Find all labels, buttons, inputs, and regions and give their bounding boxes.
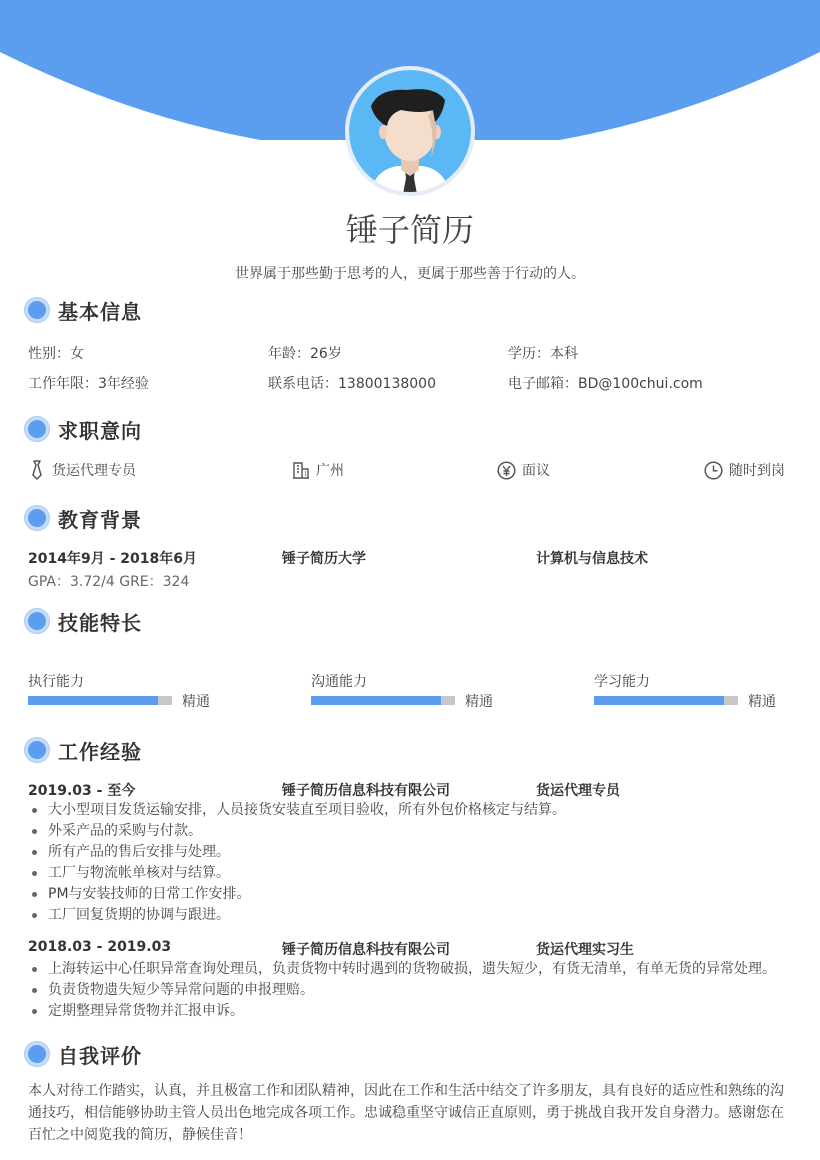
section-dot-icon <box>25 298 49 322</box>
list-item: 大小型项目发货运输安排，人员接货安装直至项目验收，所有外包价格核定与结算。 <box>28 800 798 821</box>
section-job-intent <box>25 415 142 443</box>
email: 电子邮箱：BD@100chui.com <box>508 376 703 392</box>
skill-level: 精通 <box>748 694 776 710</box>
section-title-label: 基本信息 <box>58 299 142 324</box>
job-company: 锤子简历信息科技有限公司 <box>282 783 450 799</box>
intent-position <box>28 460 136 480</box>
motto: 世界属于那些勤于思考的人，更属于那些善于行动的人。 <box>235 266 585 282</box>
skill-level: 精通 <box>465 694 493 710</box>
section-title-label: 求职意向 <box>58 418 142 443</box>
skill-level: 精通 <box>182 694 210 710</box>
section-work-experience <box>25 736 142 764</box>
skill-bar-fill <box>594 696 724 705</box>
section-dot-icon <box>25 609 49 633</box>
self-evaluation-text: 本人对待工作踏实，认真，并且极富工作和团队精神，因此在工作和生活中结交了许多朋友，具有良好的适应性和熟练的沟通技巧，相信能够协助主管人员出色地完成各项工作。忠诚稳重坚守诚信正直原则，勇于挑战自我开发自身潜力。感谢您在百忙之中阅览我的简历，静候佳音！ <box>28 1083 784 1143</box>
section-skills <box>25 607 142 635</box>
skill-name: 执行能力 <box>28 674 84 690</box>
list-item: 定期整理异常货物并汇报申诉。 <box>28 1001 798 1022</box>
intent-arrival-text: 随时到岗 <box>729 463 785 479</box>
page-title: 锤子简历 <box>345 211 474 249</box>
section-basic-info <box>25 296 142 324</box>
list-item: 负责货物遗失短少等异常问题的申报理赔。 <box>28 980 798 1001</box>
section-dot-icon <box>25 506 49 530</box>
section-dot-icon <box>25 1042 49 1066</box>
section-education <box>25 504 142 532</box>
intent-salary <box>497 460 550 480</box>
skill-name: 学习能力 <box>594 674 650 690</box>
list-item: 外采产品的采购与付款。 <box>28 821 798 842</box>
tie-icon <box>28 460 46 480</box>
intent-city <box>292 460 344 480</box>
education-period: 2014年9月 - 2018年6月 <box>28 551 197 567</box>
section-title-label: 自我评价 <box>58 1043 142 1068</box>
gender: 性别：女 <box>28 346 84 362</box>
phone: 联系电话：13800138000 <box>268 376 436 392</box>
section-title-label: 教育背景 <box>58 507 142 532</box>
intent-salary-text: 面议 <box>522 463 550 479</box>
education-school: 锤子简历大学 <box>282 551 366 567</box>
list-item: 工厂与物流帐单核对与结算。 <box>28 863 798 884</box>
job-period: 2019.03 - 至今 <box>28 783 136 799</box>
list-item: PM与安装技师的日常工作安排。 <box>28 884 798 905</box>
job-title: 货运代理专员 <box>536 783 620 799</box>
degree: 学历：本科 <box>508 346 578 362</box>
skill-bar <box>28 696 172 705</box>
building-icon <box>292 461 310 479</box>
job-intent-row <box>28 460 792 482</box>
section-self-evaluation <box>25 1040 142 1068</box>
skill-bar <box>311 696 455 705</box>
skill-item <box>28 671 238 710</box>
education-scores: GPA：3.72/4 GRE：324 <box>28 574 190 590</box>
skill-bar-fill <box>28 696 158 705</box>
skill-bar-fill <box>311 696 441 705</box>
job-duties <box>28 800 798 926</box>
skill-item <box>594 671 804 710</box>
section-title-label: 工作经验 <box>58 739 142 764</box>
yen-icon <box>497 461 516 480</box>
avatar <box>345 66 475 196</box>
skill-name: 沟通能力 <box>311 674 367 690</box>
work-years: 工作年限：3年经验 <box>28 376 149 392</box>
section-dot-icon <box>25 417 49 441</box>
list-item: 工厂回复货期的协调与跟进。 <box>28 905 798 926</box>
job-duties <box>28 959 798 1022</box>
skill-item <box>311 671 521 710</box>
section-title-label: 技能特长 <box>58 610 142 635</box>
intent-position-text: 货运代理专员 <box>52 463 136 479</box>
education-major: 计算机与信息技术 <box>536 551 648 567</box>
age: 年龄：26岁 <box>268 346 342 362</box>
job-company: 锤子简历信息科技有限公司 <box>282 942 450 958</box>
list-item: 所有产品的售后安排与处理。 <box>28 842 798 863</box>
intent-city-text: 广州 <box>316 463 344 479</box>
intent-arrival <box>704 460 785 480</box>
job-period: 2018.03 - 2019.03 <box>28 939 172 955</box>
list-item: 上海转运中心任职异常查询处理员，负责货物中转时遇到的货物破损，遗失短少，有货无清单，有单无货的异常处理。 <box>28 959 798 980</box>
section-dot-icon <box>25 738 49 762</box>
clock-icon <box>704 461 723 480</box>
job-title: 货运代理实习生 <box>536 942 634 958</box>
avatar-illustration <box>349 70 471 192</box>
skill-bar <box>594 696 738 705</box>
